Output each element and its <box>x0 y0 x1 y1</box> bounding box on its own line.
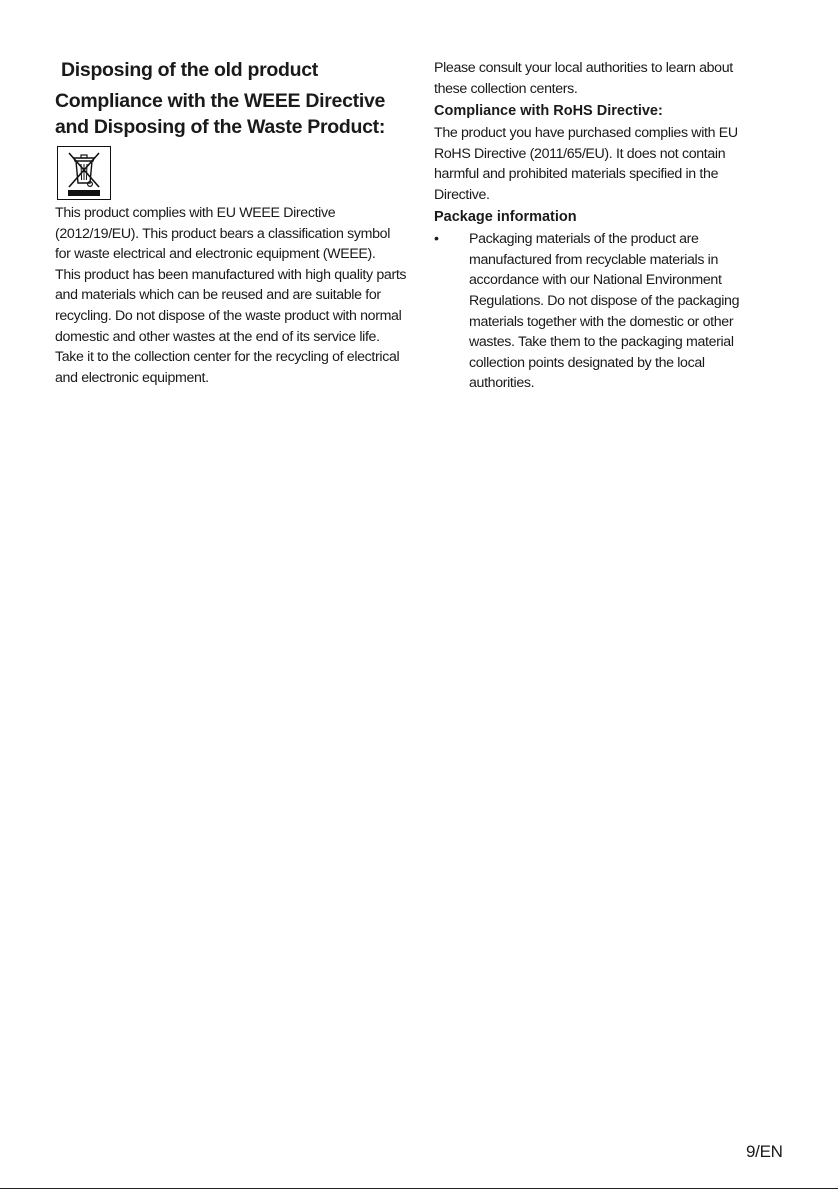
bullet-icon: • <box>434 231 439 248</box>
package-heading: Package information <box>434 209 577 226</box>
page-number: 9/EN <box>746 1142 783 1161</box>
rohs-paragraph: The product you have purchased complies with EU RoHS Directive (2011/65/EU). It does not contain harmful and prohibited materials specified in the Directive. <box>434 125 738 203</box>
collection-centers-paragraph: Please consult your local authorities to learn about these collection centers. <box>434 60 733 97</box>
right-column <box>434 58 764 394</box>
crossed-out-wheelie-bin-icon <box>57 146 111 200</box>
section-title: Disposing of the old product <box>61 59 318 81</box>
list-item <box>434 229 764 394</box>
left-column <box>55 58 407 388</box>
package-item-text: Packaging materials of the product are manufactured from recyclable materials in accordance with our National Environment Regulations. Do not dispose of the packaging materials together with the domestic or other wastes. Take them to the packaging material collection points designated by the local authorities. <box>469 231 740 392</box>
weee-heading: Compliance with the WEEE Directive and Disposing of the Waste Product: <box>55 90 386 138</box>
footer-divider <box>0 1188 838 1189</box>
rohs-heading: Compliance with RoHS Directive: <box>434 103 663 120</box>
recycling-paragraph: This product has been manufactured with high quality parts and materials which can be reused and are suitable for recycling. Do not dispose of the waste product with normal domestic and other wastes at the end of its service life. Take it to the collection center for the recycling of electrical and electronic equipment. <box>55 266 407 386</box>
weee-compliance-paragraph: This product complies with EU WEEE Directive (2012/19/EU). This product bears a classification symbol for waste electrical and electronic equipment (WEEE). <box>55 205 390 263</box>
package-list <box>434 229 764 394</box>
